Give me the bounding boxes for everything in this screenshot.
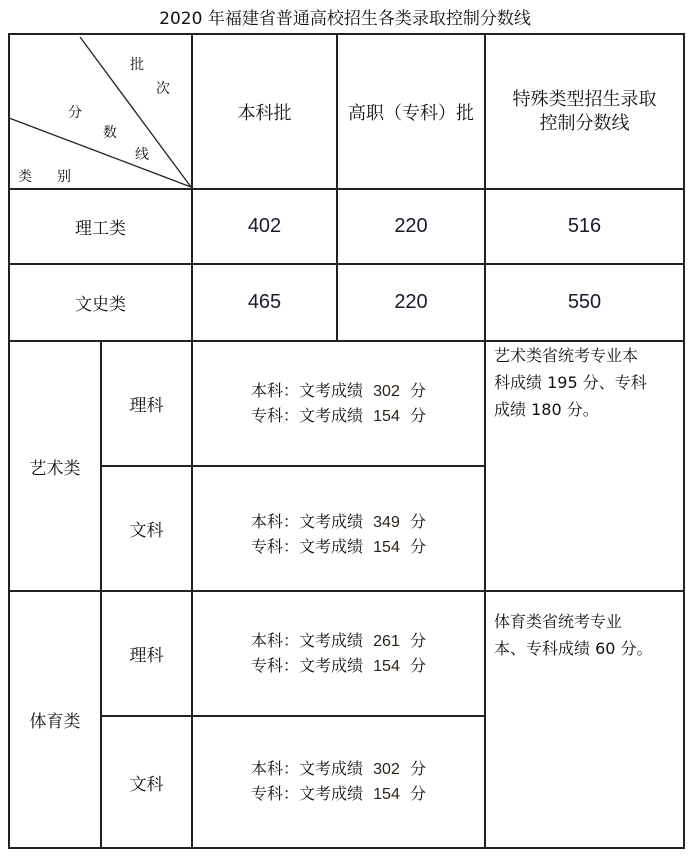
subrow-label-art-science: 理科	[129, 396, 164, 416]
group-category-sports: 体育类	[29, 712, 81, 732]
group-category-art: 艺术类	[29, 458, 81, 479]
corner-score-char: 数	[103, 125, 117, 141]
score-special-wenshi: 550	[567, 291, 602, 313]
score-gaozhi-ligong: 220	[394, 215, 428, 237]
corner-batch-char: 批	[130, 57, 144, 73]
sports-special-note: 体育类省统考专业 本、专科成绩 60 分。	[494, 612, 653, 658]
table-border-bottom	[8, 847, 685, 849]
column-header-special	[486, 35, 683, 188]
corner-batch-char: 次	[156, 81, 170, 97]
score-line: 专科：文考成绩 154 分	[250, 784, 427, 803]
art-special-note: 艺术类省统考专业本 科成绩 195 分、专科 成绩 180 分。	[494, 346, 647, 419]
subrow-label-sports-science: 理科	[129, 646, 164, 666]
corner-category-char: 别	[57, 169, 71, 185]
score-benke-ligong: 402	[247, 215, 282, 237]
score-line: 本科：文考成绩 261 分	[250, 630, 427, 650]
score-line: 专科：文考成绩 154 分	[250, 405, 427, 425]
subrow-label-sports-liberal: 文科	[129, 774, 164, 795]
score-benke-wenshi: 465	[247, 291, 282, 313]
subrow-label-art-liberal: 文科	[129, 521, 164, 541]
page-title: 2020 年福建省普通高校招生各类录取控制分数线	[159, 9, 531, 29]
column-header-special-line2: 控制分数线	[539, 112, 630, 134]
art-science-scores	[193, 342, 484, 465]
corner-category-char: 类	[18, 169, 32, 185]
corner-score-char: 线	[135, 147, 149, 163]
score-line: 本科：文考成绩 302 分	[250, 380, 427, 400]
score-gaozhi-wenshi: 220	[394, 291, 428, 313]
score-line: 专科：文考成绩 154 分	[250, 655, 427, 675]
art-liberal-scores	[193, 467, 484, 590]
column-header-special-line1: 特殊类型招生录取	[512, 88, 657, 110]
row-category-ligong: 理工类	[75, 219, 126, 239]
table-border-right	[683, 33, 685, 849]
score-line: 专科：文考成绩 154 分	[250, 536, 427, 556]
column-header-benke: 本科批	[237, 102, 292, 124]
corner-score-char: 分	[68, 105, 82, 121]
row-category-wenshi: 文史类	[75, 295, 126, 315]
score-line: 本科：文考成绩 349 分	[250, 511, 427, 531]
column-header-gaozhi: 高职（专科）批	[348, 102, 474, 124]
sports-liberal-scores	[193, 717, 484, 847]
score-special-ligong: 516	[567, 215, 602, 237]
sports-science-scores	[193, 592, 484, 715]
score-line: 本科：文考成绩 302 分	[250, 759, 427, 778]
